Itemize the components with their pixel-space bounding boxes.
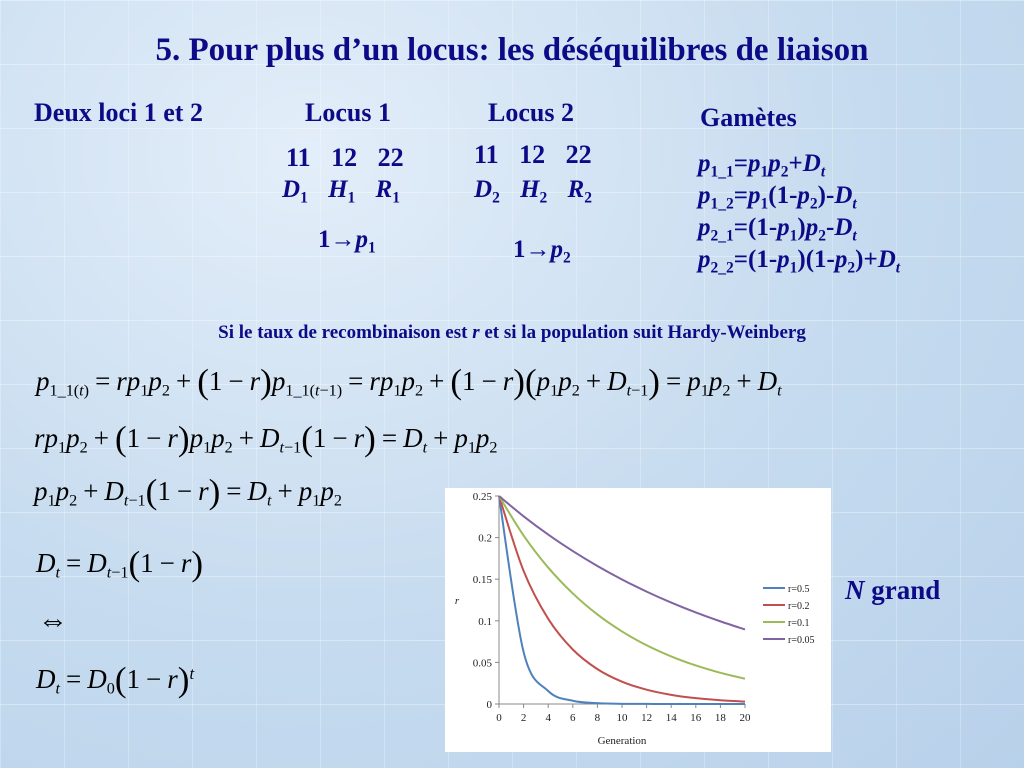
series-line-r=0.05 <box>499 496 745 629</box>
gamete-line-2: $p_{1\_2}=p_1(1-p_2)-D_t$ <box>698 182 857 213</box>
legend-label: r=0.1 <box>788 618 810 629</box>
n-grand-label: N grand <box>845 575 941 605</box>
equation-step-2: $rp_1p_2 + (1 - r)p_1p_2 + D_{t-1}(1 - r) = D_t + p_1p_2$ <box>34 418 498 458</box>
x-tick-label: 0 <box>496 712 502 724</box>
decay-chart-svg <box>445 488 831 752</box>
locus1-title: Locus 1 <box>305 98 391 127</box>
x-tick-label: 12 <box>641 712 653 724</box>
locus2-transition: $1\to p_2$ <box>513 236 571 267</box>
equation-recurrence: $p_{1\_1(t)} = rp_1p_2 + (1 - r)p_{1\_1(t-1)} = rp_1p_2 + (1 - r)(p_1p_2 + D_{t-1}) = p_1p_2 + D_t$ <box>36 361 782 401</box>
series-line-r=0.1 <box>499 496 745 679</box>
x-tick-label: 20 <box>739 712 751 724</box>
y-tick-label: 0.25 <box>472 491 492 503</box>
y-tick-label: 0.05 <box>472 657 492 670</box>
legend-label: r=0.05 <box>788 635 815 646</box>
x-tick-label: 16 <box>690 712 702 724</box>
locus2-genotypes: 11 12 22 <box>474 140 592 169</box>
legend-label: r=0.5 <box>788 584 810 595</box>
y-tick-label: 0.1 <box>478 615 492 628</box>
locus1-phenotypes: $D_1$ $H_1$ $R_1$ <box>282 176 400 207</box>
y-tick-label: 0.2 <box>478 532 492 545</box>
y-tick-label: 0 <box>486 699 492 711</box>
x-tick-label: 2 <box>520 712 527 724</box>
x-tick-label: 4 <box>545 712 551 724</box>
locus2-title: Locus 2 <box>488 98 574 127</box>
locus1-genotypes: 11 12 22 <box>286 143 404 172</box>
gamete-line-4: $p_{2\_2}=(1-p_1)(1-p_2)+D_t$ <box>698 246 901 277</box>
x-axis-label: Generation <box>597 735 647 747</box>
two-loci-label: Deux loci 1 et 2 <box>34 98 203 127</box>
y-tick-label: 0.15 <box>472 574 492 587</box>
locus1-transition: $1\to p_1$ <box>318 226 376 257</box>
x-tick-label: 6 <box>570 712 576 724</box>
equation-dt-recursive: $D_t = D_{t-1}(1 - r)$ <box>36 543 204 583</box>
gamete-line-1: $p_{1\_1}=p_1p_2+D_t$ <box>698 150 826 181</box>
gametes-title: Gamètes <box>700 103 797 132</box>
gametes-equations <box>698 148 900 276</box>
equivalence-icon: ⇔ <box>38 604 68 637</box>
equation-dt-closed-form: $D_t = D_0(1 - r)^t$ <box>36 659 195 699</box>
y-axis-label: r <box>454 595 460 607</box>
legend-label: r=0.2 <box>788 601 810 612</box>
hardy-weinberg-condition: Si le taux de recombinaison est r et si la population suit Hardy-Weinberg <box>218 322 806 343</box>
x-tick-label: 18 <box>714 712 726 724</box>
decay-chart <box>445 488 831 752</box>
x-tick-label: 14 <box>665 712 677 724</box>
slide-title: 5. Pour plus d’un locus: les déséquilibres de liaison <box>155 32 869 68</box>
series-line-r=0.5 <box>499 496 745 704</box>
gamete-line-3: $p_{2\_1}=(1-p_1)p_2-D_t$ <box>698 214 857 245</box>
x-tick-label: 8 <box>594 712 601 724</box>
locus2-phenotypes: $D_2$ $H_2$ $R_2$ <box>474 176 592 207</box>
equation-step-3: $p_1p_2 + D_{t-1}(1 - r) = D_t + p_1p_2$ <box>34 471 342 511</box>
x-tick-label: 10 <box>616 712 628 724</box>
